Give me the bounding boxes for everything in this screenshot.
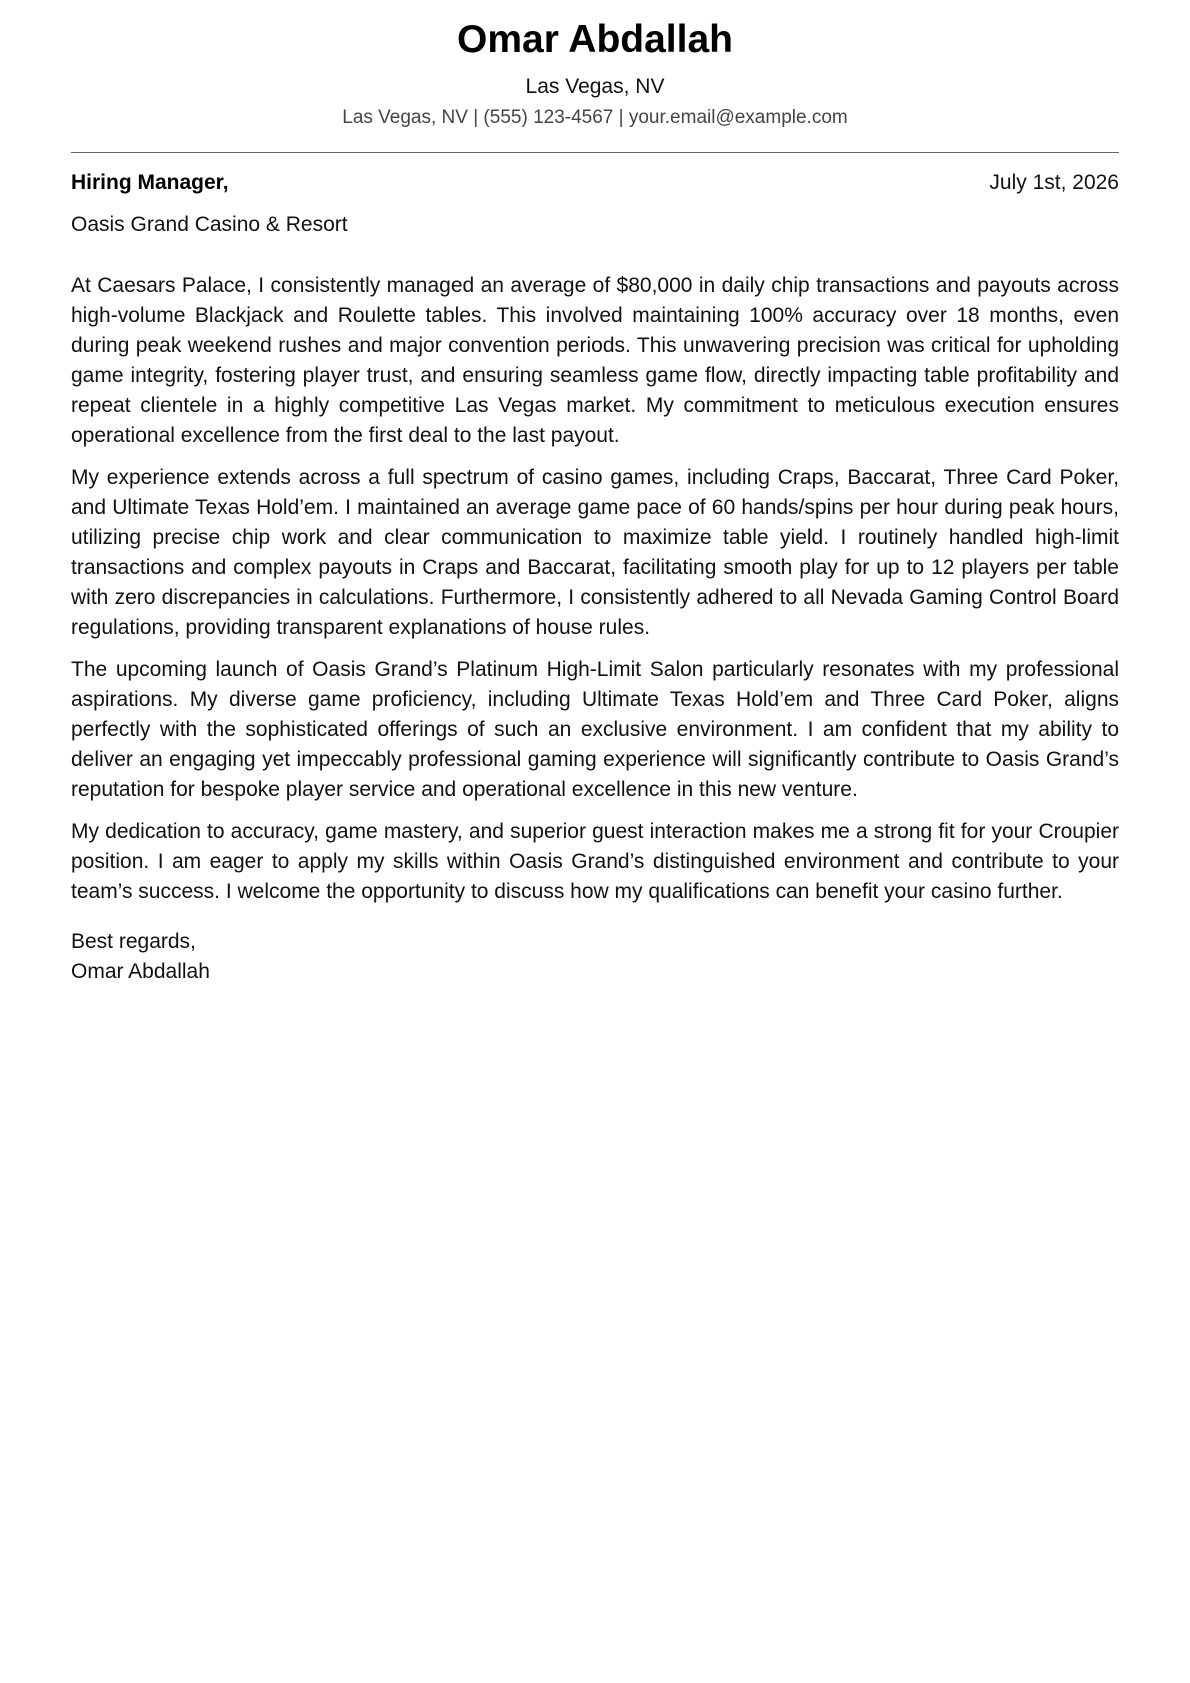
signature-name: Omar Abdallah	[71, 960, 210, 983]
applicant-contact: Las Vegas, NV | (555) 123-4567 | your.email@example.com	[342, 107, 848, 128]
applicant-location: Las Vegas, NV	[525, 75, 665, 98]
body-paragraph-4: My dedication to accuracy, game mastery, and superior guest interaction makes me a strong fit for your Croupier position. I am eager to apply my skills within Oasis Grand’s distinguished environment and contribute to your team’s success. I welcome the opportunity to discuss how my qualifications can benefit your casino further.	[71, 820, 1119, 903]
letter-body	[71, 271, 1119, 907]
body-paragraph-2: My experience extends across a full spectrum of casino games, including Craps, Baccarat, Three Card Poker, and Ultimate Texas Hold’em. I maintained an average game pace of 60 hands/spins per hour during peak hours, utilizing precise chip work and clear communication to maximize table yield. I routinely handled high-limit transactions and complex payouts in Craps and Baccarat, facilitating smooth play for up to 12 players per table with zero discrepancies in calculations. Furthermore, I consistently adhered to all Nevada Gaming Control Board regulations, providing transparent explanations of house rules.	[71, 466, 1119, 639]
closing-salutation: Best regards,	[71, 930, 196, 953]
recipient: Hiring Manager,	[71, 171, 229, 194]
letter-closing	[71, 927, 1119, 987]
company-name: Oasis Grand Casino & Resort	[71, 213, 348, 236]
applicant-name: Omar Abdallah	[457, 18, 733, 61]
letter-date: July 1st, 2026	[989, 171, 1119, 194]
body-paragraph-1: At Caesars Palace, I consistently managed an average of $80,000 in daily chip transactions and payouts across high-volume Blackjack and Roulette tables. This involved maintaining 100% accuracy over 18 months, even during peak weekend rushes and major convention periods. This unwavering precision was critical for upholding game integrity, fostering player trust, and ensuring seamless game flow, directly impacting table profitability and repeat clientele in a highly competitive Las Vegas market. My commitment to meticulous execution ensures operational excellence from the first deal to the last payout.	[71, 274, 1119, 447]
letter-header	[71, 0, 1119, 130]
body-paragraph-3: The upcoming launch of Oasis Grand’s Platinum High-Limit Salon particularly resonates with my professional aspirations. My diverse game proficiency, including Ultimate Texas Hold’em and Three Card Poker, aligns perfectly with the sophisticated offerings of such an exclusive environment. I am confident that my ability to deliver an engaging yet impeccably professional gaming experience will significantly contribute to Oasis Grand’s reputation for bespoke player service and operational excellence in this new venture.	[71, 658, 1119, 801]
header-divider	[71, 152, 1119, 153]
recipient-date-row	[71, 169, 1119, 197]
